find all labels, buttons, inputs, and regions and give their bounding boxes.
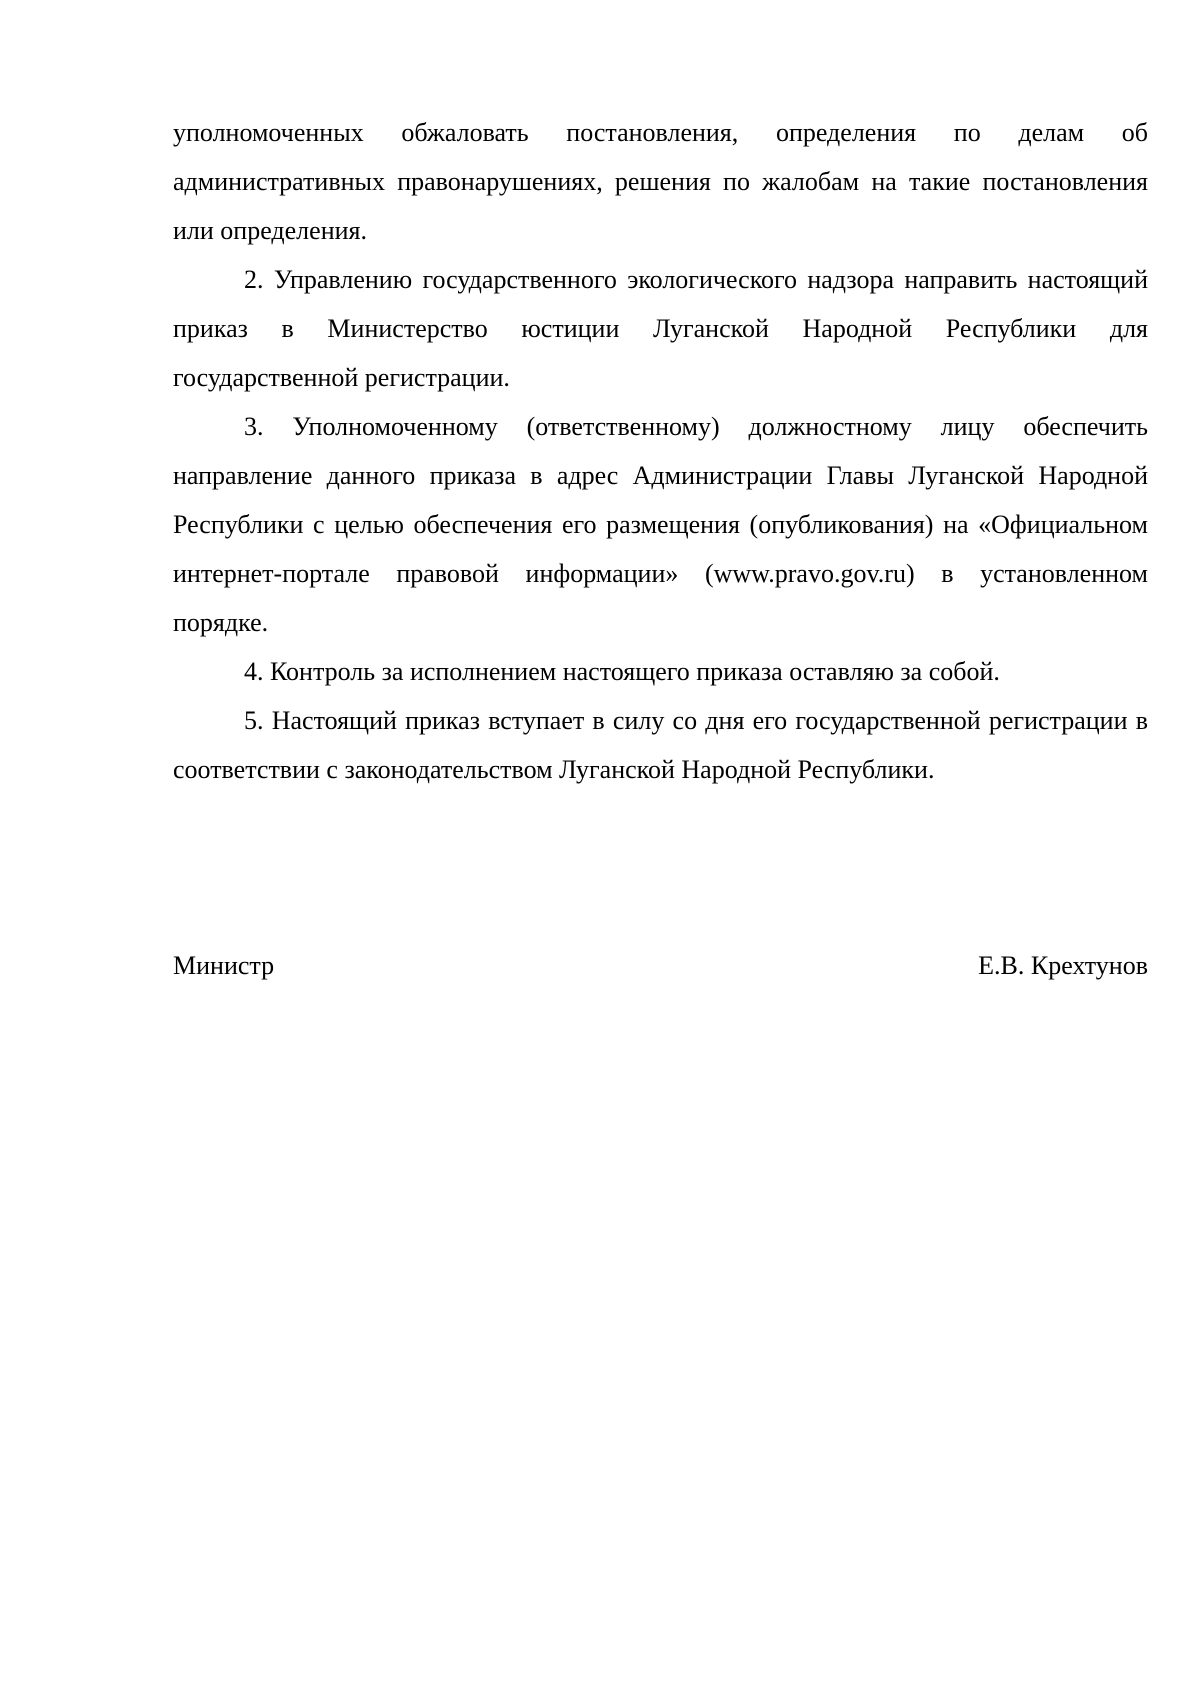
document-body bbox=[173, 108, 1148, 794]
paragraph-item-5: 5. Настоящий приказ вступает в силу со дня его государственной регистрации в соответствии с законодательством Луганской Народной Республики. bbox=[173, 706, 1148, 784]
signatory-name: Е.В. Крехтунов bbox=[978, 951, 1148, 980]
signatory-position: Министр bbox=[173, 951, 275, 980]
signature-block bbox=[173, 941, 1148, 990]
paragraph-item-3: 3. Уполномоченному (ответственному) должностному лицу обеспечить направление данного приказа в адрес Администрации Главы Луганской Народной Республики с целью обеспечения его размещения (опубликования) на «Официальном интернет-портале правовой информации» (www.pravo.gov.ru) в установленном порядке. bbox=[173, 412, 1148, 637]
paragraph-item-2: 2. Управлению государственного экологического надзора направить настоящий приказ в Министерство юстиции Луганской Народной Республики для государственной регистрации. bbox=[173, 265, 1148, 392]
paragraph-continuation: уполномоченных обжаловать постановления, определения по делам об административных правонарушениях, решения по жалобам на такие постановления или определения. bbox=[173, 118, 1148, 245]
paragraph-item-4: 4. Контроль за исполнением настоящего приказа оставляю за собой. bbox=[244, 657, 1000, 686]
